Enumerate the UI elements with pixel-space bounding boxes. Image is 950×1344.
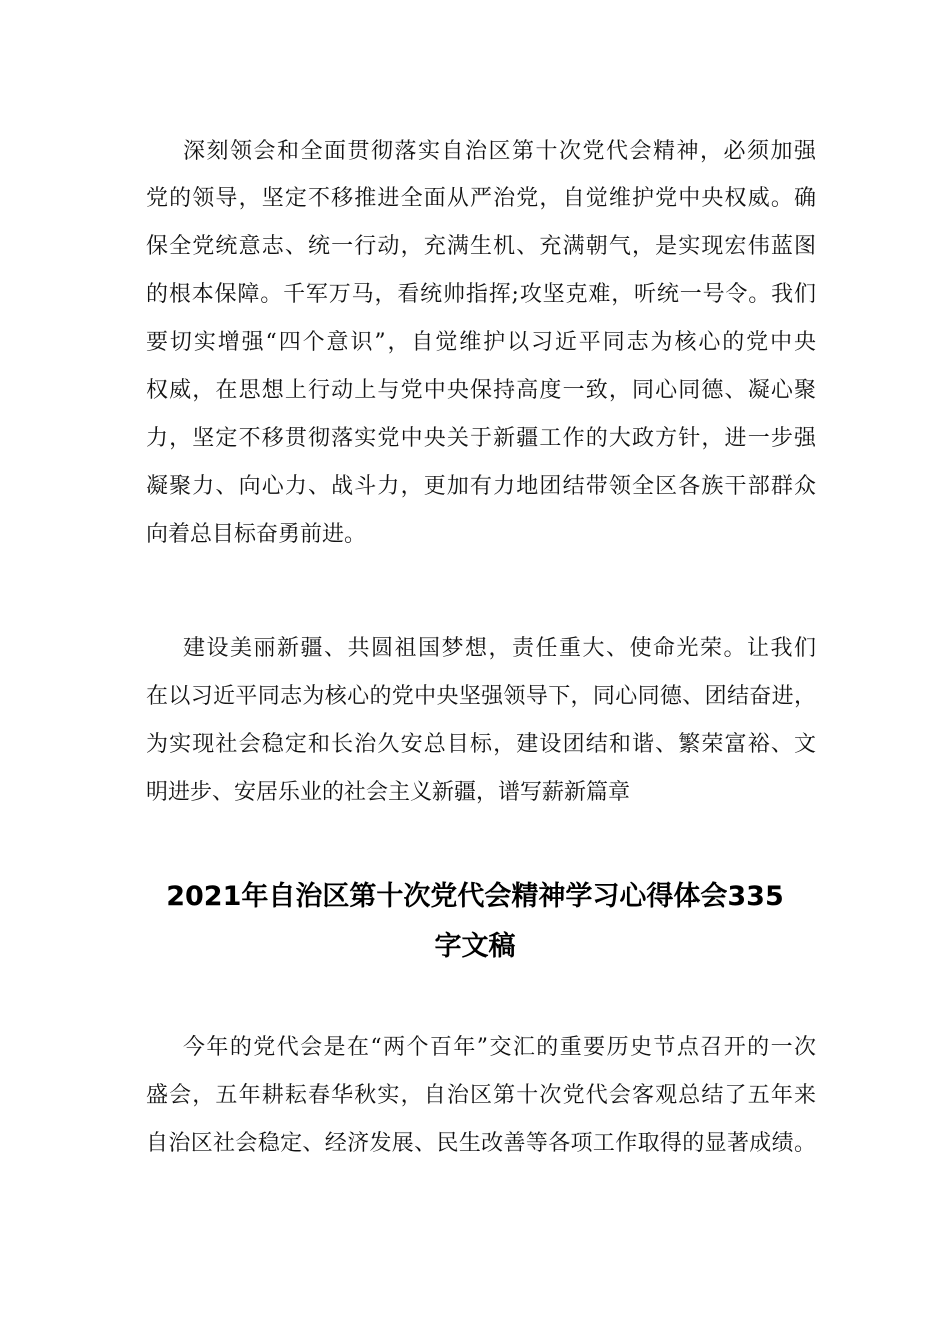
paragraph-line: 向着总目标奋勇前进。 [146, 522, 367, 547]
paragraph-line: 党的领导，坚定不移推进全面从严治党，自觉维护党中央权威。确 [146, 186, 816, 211]
paragraph-line: 在以习近平同志为核心的党中央坚强领导下，同心同德、团结奋进， [146, 684, 816, 709]
paragraph-line: 为实现社会稳定和长治久安总目标，建设团结和谐、繁荣富裕、文 [146, 732, 816, 757]
heading-line: 2021年自治区第十次党代会精神学习心得体会335 [166, 881, 784, 912]
paragraph-line: 权威，在思想上行动上与党中央保持高度一致，同心同德、凝心聚 [146, 378, 816, 403]
paragraph-line: 盛会，五年耕耘春华秋实，自治区第十次党代会客观总结了五年来 [146, 1083, 816, 1108]
paragraph-line: 的根本保障。千军万马，看统帅指挥;攻坚克难，听统一号令。我们 [146, 282, 816, 307]
paragraph-line: 今年的党代会是在“两个百年”交汇的重要历史节点召开的一次 [183, 1035, 816, 1060]
heading-line: 字文稿 [434, 931, 516, 962]
paragraph-line: 深刻领会和全面贯彻落实自治区第十次党代会精神，必须加强 [183, 139, 816, 164]
paragraph-line: 建设美丽新疆、共圆祖国梦想，责任重大、使命光荣。让我们 [183, 636, 816, 661]
paragraph-line: 明进步、安居乐业的社会主义新疆，谱写薪新篇章 [146, 780, 631, 805]
paragraph-line: 要切实增强“四个意识”，自觉维护以习近平同志为核心的党中央 [146, 330, 816, 355]
paragraph-line: 自治区社会稳定、经济发展、民生改善等各项工作取得的显著成绩。 [146, 1131, 816, 1156]
paragraph-line: 保全党统意志、统一行动，充满生机、充满朝气，是实现宏伟蓝图 [146, 234, 816, 259]
paragraph-line: 凝聚力、向心力、战斗力，更加有力地团结带领全区各族干部群众 [146, 474, 816, 499]
paragraph-line: 力，坚定不移贯彻落实党中央关于新疆工作的大政方针，进一步强 [146, 426, 816, 451]
